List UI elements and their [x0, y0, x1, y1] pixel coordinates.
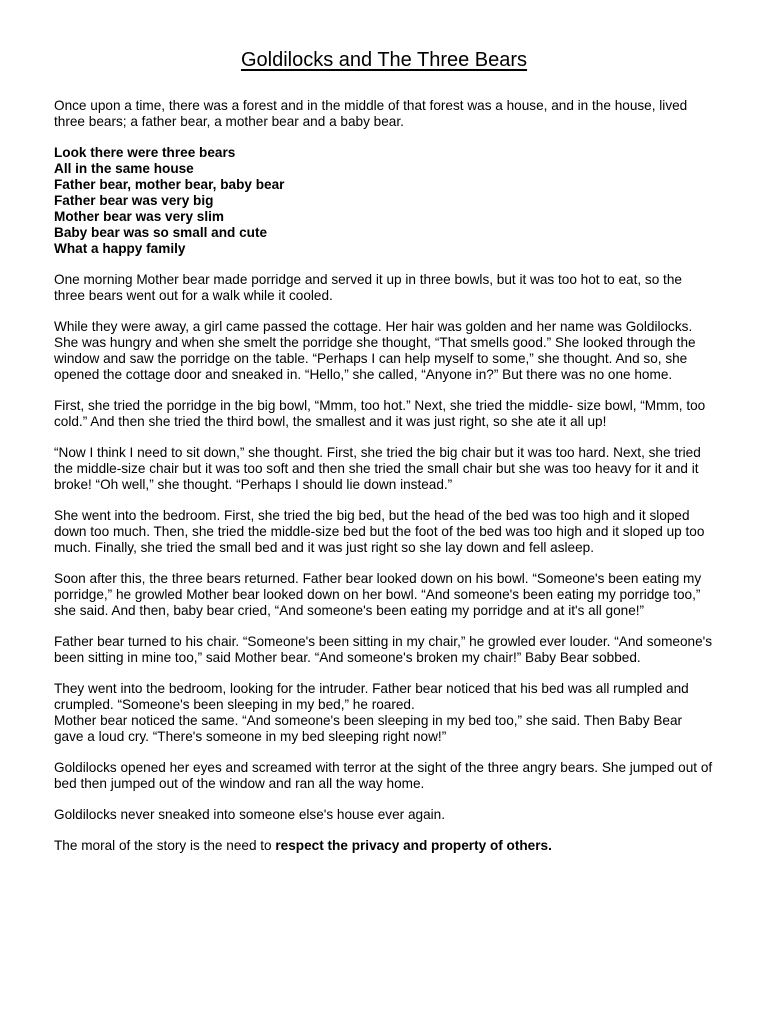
story-paragraph: One morning Mother bear made porridge and served it up in three bowls, but it was too hot to eat, so the three bears went out for a walk while it cooled. — [54, 272, 682, 303]
verse-line: All in the same house — [54, 161, 194, 176]
story-paragraph: Soon after this, the three bears returned. Father bear looked down on his bowl. “Someone's been eating my porridge,” he growled Mother bear looked down on her bowl. “And someone's been eating my porridge too,” she said. And then, baby bear cried, “And someone's been eating my porridge and at it's all gone!” — [54, 571, 702, 618]
story-paragraph: While they were away, a girl came passed the cottage. Her hair was golden and her name was Goldilocks. She was hungry and when she smelt the porridge she thought, “That smells good.” She looked through the window and saw the porridge on the table. “Perhaps I can help myself to some,” she thought. And so, she opened the cottage door and sneaked in. “Hello,” she called, “Anyone in?” But there was no one home. — [54, 319, 696, 382]
verse-line: Look there were three bears — [54, 145, 236, 160]
ending-paragraph: Goldilocks opened her eyes and screamed with terror at the sight of the three angry bears. She jumped out of bed then jumped out of the window and ran all the way home. — [54, 760, 713, 791]
verse-line: What a happy family — [54, 241, 186, 256]
moral-paragraph — [54, 838, 714, 854]
bedroom-line: They went into the bedroom, looking for the intruder. Father bear noticed that his bed was all rumpled and crumpled. “Someone's been sleeping in my bed,” he roared. — [54, 681, 689, 712]
ending-paragraph: Goldilocks never sneaked into someone else's house ever again. — [54, 807, 446, 822]
story-paragraph: “Now I think I need to sit down,” she thought. First, she tried the big chair but it was too hard. Next, she tried the middle-size chair but it was too soft and then she tried the small chair but she was too heavy for it and it broke! “Oh well,” she thought. “Perhaps I should lie down instead.” — [54, 445, 701, 492]
verse-block — [54, 145, 714, 257]
bedroom-paragraph — [54, 681, 714, 745]
story-paragraph: Father bear turned to his chair. “Someone's been sitting in my chair,” he growled ever louder. “And someone's been sitting in mine too,” said Mother bear. “And someone's broken my chair!” Baby Bear sobbed. — [54, 634, 713, 665]
verse-line: Baby bear was so small and cute — [54, 225, 268, 240]
bedroom-line: Mother bear noticed the same. “And someone's been sleeping in my bed too,” she said. Then Baby Bear gave a loud cry. “There's someone in my bed sleeping right now!” — [54, 713, 683, 744]
moral-emphasis: respect the privacy and property of others. — [275, 838, 552, 853]
story-paragraph: She went into the bedroom. First, she tried the big bed, but the head of the bed was too high and it sloped down too much. Then, she tried the middle-size bed but the foot of the bed was too high and it sloped up too much. Finally, she tried the small bed and it was just right so she lay down and fell asleep. — [54, 508, 705, 555]
story-paragraph: First, she tried the porridge in the big bowl, “Mmm, too hot.” Next, she tried the middle- size bowl, “Mmm, too cold.” And then she tried the third bowl, the smallest and it was just right, so she ate it all up! — [54, 398, 706, 429]
intro-paragraph: Once upon a time, there was a forest and in the middle of that forest was a house, and in the house, lived three bears; a father bear, a mother bear and a baby bear. — [54, 98, 688, 129]
document-title: Goldilocks and The Three Bears — [240, 49, 528, 71]
verse-line: Father bear was very big — [54, 193, 214, 208]
verse-line: Mother bear was very slim — [54, 209, 224, 224]
verse-line: Father bear, mother bear, baby bear — [54, 177, 285, 192]
moral-prefix: The moral of the story is the need to — [54, 838, 276, 853]
